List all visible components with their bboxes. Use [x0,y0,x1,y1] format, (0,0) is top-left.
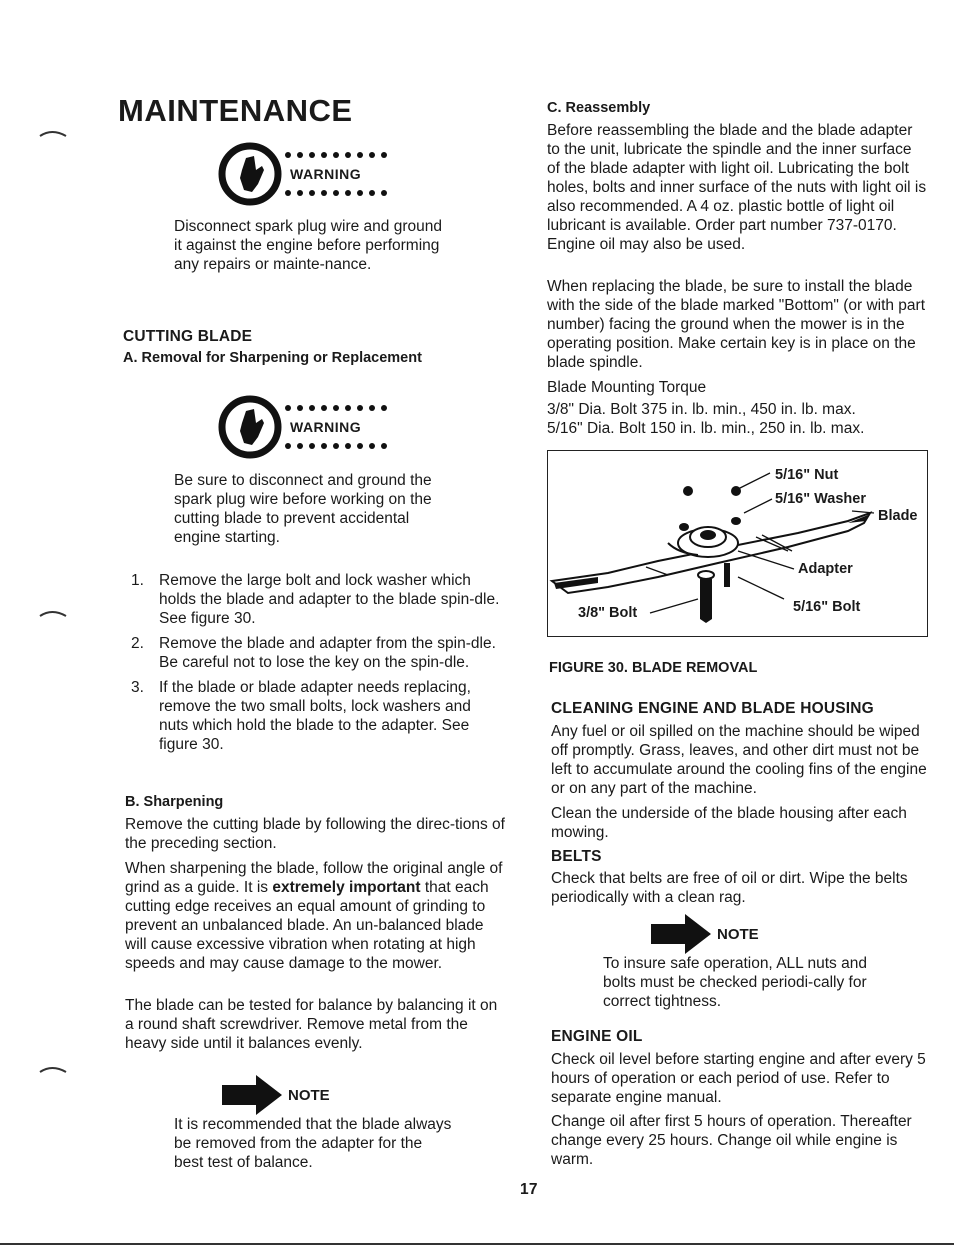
warning-text-1: Disconnect spark plug wire and ground it against the engine before performing any repairs or mainte-nance. [174,218,442,273]
note-text-1: It is recommended that the blade always be removed from the adapter for the best test of balance. [174,1116,452,1171]
warning-label-text: WARNING [290,419,362,435]
step-number: 2. [131,635,144,652]
page-number: 17 [520,1181,538,1198]
note-label: NOTE [288,1086,330,1104]
binder-mark [38,608,68,620]
list-item [131,571,503,628]
note-label: NOTE [717,925,759,943]
page-title: MAINTENANCE [118,93,353,128]
removal-steps [131,571,503,760]
label-nut: 5/16" Nut [775,467,839,483]
cleaning-heading: CLEANING ENGINE AND BLADE HOUSING [551,700,874,717]
step-text: If the blade or blade adapter needs replacing, remove the two small bolts, lock washers and nuts which hold the blade to the adapter. See figure 30. [159,679,471,753]
cleaning-p1: Any fuel or oil spilled on the machine should be wiped off promptly. Grass, leaves, and other dirt must not be left to accumulate around the cooling fins of the engine or on any part of the machine. [551,723,927,797]
step-text: Remove the blade and adapter from the spin-dle. Be careful not to lose the key on the spin-dle. [159,635,496,671]
hand-stop-icon [218,392,282,462]
sharpening-p2 [125,859,505,973]
removal-subheading: A. Removal for Sharpening or Replacement [123,350,422,366]
sharpening-heading: B. Sharpening [125,794,224,810]
warning-block-1 [218,140,369,208]
hand-stop-icon [218,140,282,208]
cleaning-p2: Clean the underside of the blade housing after each mowing. [551,805,907,841]
sharpening-p2-a: When sharpening the blade, follow the original angle of grind as a guide. It is [125,860,503,896]
belts-heading: BELTS [551,848,602,865]
step-number: 1. [131,572,144,589]
cutting-blade-heading: CUTTING BLADE [123,328,253,345]
label-washer: 5/16" Washer [775,491,866,507]
warning-block-2 [218,392,369,462]
engine-oil-heading: ENGINE OIL [551,1028,643,1045]
warning-text-2: Be sure to disconnect and ground the spark plug wire before working on the cutting blade to prevent accidental engine starting. [174,472,432,546]
warning-label [282,419,369,435]
engine-oil-p2: Change oil after first 5 hours of operation. Thereafter change every 25 hours. Change oil while engine is warm. [551,1113,912,1168]
belts-p1: Check that belts are free of oil or dirt. Wipe the belts periodically with a clean rag. [551,870,908,906]
label-blade: Blade [878,508,918,524]
step-number: 3. [131,679,144,696]
reassembly-heading: C. Reassembly [547,100,651,116]
page-bottom-rule [0,1243,954,1245]
figure-caption: FIGURE 30. BLADE REMOVAL [549,660,758,676]
torque-line-2: 5/16" Dia. Bolt 150 in. lb. min., 250 in. lb. max. [547,420,865,437]
warning-label-text: WARNING [290,166,362,182]
step-text: Remove the large bolt and lock washer which holds the blade and adapter to the blade spin-dle. See figure 30. [159,572,500,627]
label-bolt-small: 5/16" Bolt [793,599,861,615]
arrow-right-icon [651,914,713,954]
torque-line-1: 3/8" Dia. Bolt 375 in. lb. min., 450 in. lb. max. [547,401,856,418]
sharpening-p1: Remove the cutting blade by following the direc-tions of the preceding section. [125,816,505,852]
warning-dots-bottom [282,443,394,449]
reassembly-p1: Before reassembling the blade and the blade adapter to the unit, lubricate the spindle and the inner surface of the blade adapter with light oil. Lubricating the bolt holes, bolts and inner surface of the nuts with light oil is also recommended. A 4 oz. plastic bottle of light oil lubricant is available. Order part number 737-0170. Engine oil may also be used. [547,122,927,253]
binder-mark [38,128,68,140]
list-item [131,678,503,754]
note-text-2: To insure safe operation, ALL nuts and bolts must be checked periodi-cally for correct tightness. [603,955,867,1010]
warning-label [282,166,369,182]
sharpening-p2-bold: extremely important [272,879,421,896]
engine-oil-p1: Check oil level before starting engine and after every 5 hours of operation or each period of use. Refer to separate engine manual. [551,1051,926,1106]
warning-dots-top [282,152,394,158]
figure-blade-removal [547,450,928,637]
warning-dots-top [282,405,394,411]
binder-mark [38,1064,68,1076]
list-item [131,634,503,672]
label-adapter: Adapter [798,561,853,577]
sharpening-p3: The blade can be tested for balance by balancing it on a round shaft screwdriver. Remove metal from the heavy side until it balances evenly. [125,997,498,1052]
sharpening-p2-b: that each cutting edge receives an equal amount of grinding to prevent an unbalanced blade. An un-balanced blade will cause excessive vibration when rotating at high speeds and may cause damage to the mower. [125,879,489,972]
arrow-right-icon [222,1075,284,1115]
note-block-2 [651,914,759,954]
warning-dots-bottom [282,190,394,196]
reassembly-p2: When replacing the blade, be sure to install the blade with the side of the blade marked "Bottom" (or with part number) facing the ground when the mower is in the operating position. Make certain key is in place on the blade spindle. [547,278,926,371]
label-bolt-large: 3/8" Bolt [578,605,638,621]
torque-title: Blade Mounting Torque [547,379,707,396]
note-block-1 [222,1075,330,1115]
